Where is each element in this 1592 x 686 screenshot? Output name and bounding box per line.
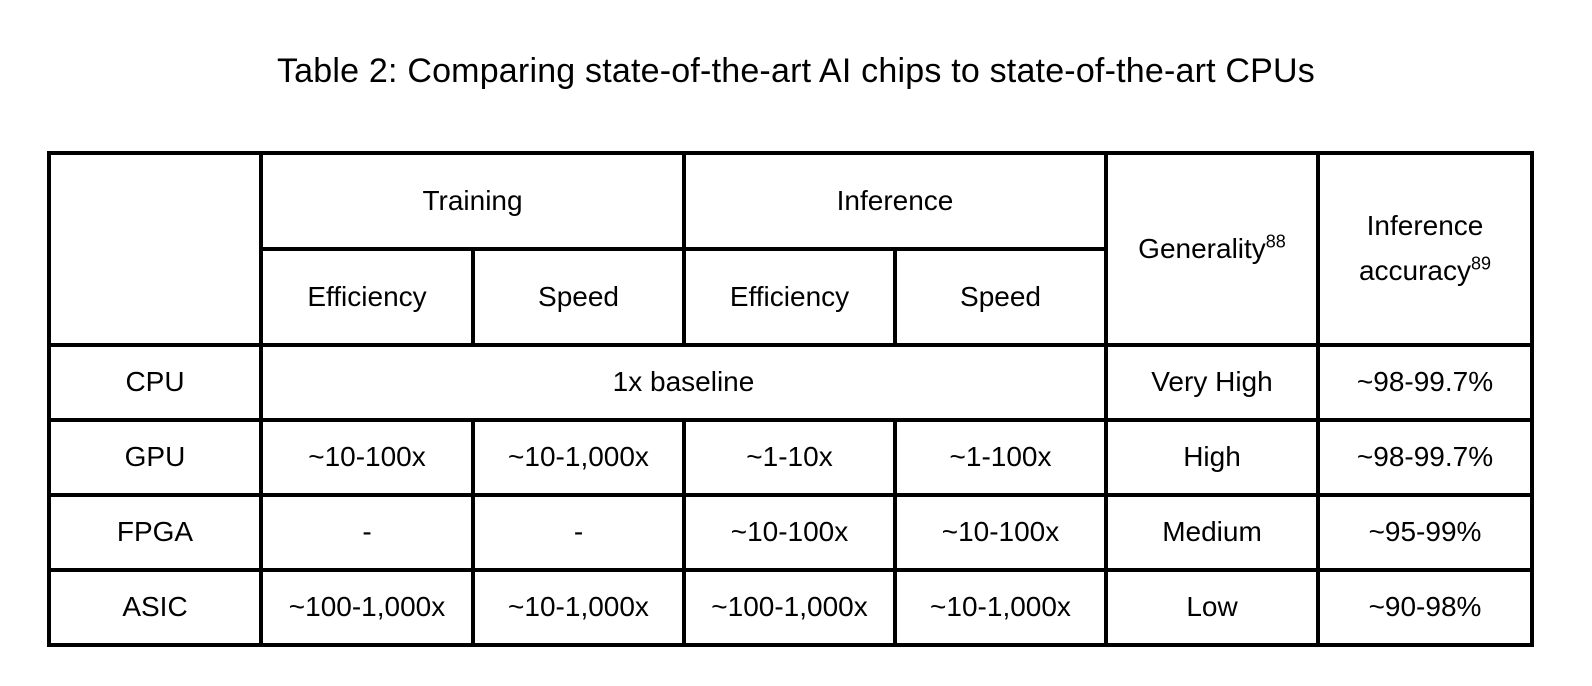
corner-cell xyxy=(49,153,261,345)
chip-name: CPU xyxy=(49,345,261,420)
chip-name: ASIC xyxy=(49,570,261,645)
table-row-asic xyxy=(49,570,1532,645)
header-inference-efficiency: Efficiency xyxy=(684,249,895,345)
inference-speed-cell: ~1-100x xyxy=(895,420,1106,495)
accuracy-cell: ~98-99.7% xyxy=(1318,345,1532,420)
comparison-table xyxy=(47,151,1534,647)
inference-efficiency-cell: ~1-10x xyxy=(684,420,895,495)
generality-footnote: 88 xyxy=(1265,231,1286,252)
accuracy-label-line1: Inference xyxy=(1366,210,1484,242)
header-inference-accuracy xyxy=(1318,153,1532,345)
table-row-fpga xyxy=(49,495,1532,570)
inference-efficiency-cell: ~10-100x xyxy=(684,495,895,570)
table-row-cpu xyxy=(49,345,1532,420)
accuracy-cell: ~90-98% xyxy=(1318,570,1532,645)
header-training-efficiency: Efficiency xyxy=(261,249,473,345)
accuracy-label-line2: accuracy xyxy=(1358,255,1471,286)
generality-cell: Low xyxy=(1106,570,1318,645)
chip-name: GPU xyxy=(49,420,261,495)
header-inference: Inference xyxy=(684,153,1106,249)
baseline-cell: 1x baseline xyxy=(261,345,1106,420)
training-speed-cell: - xyxy=(473,495,684,570)
accuracy-cell: ~98-99.7% xyxy=(1318,420,1532,495)
training-speed-cell: ~10-1,000x xyxy=(473,420,684,495)
inference-speed-cell: ~10-100x xyxy=(895,495,1106,570)
inference-speed-cell: ~10-1,000x xyxy=(895,570,1106,645)
training-efficiency-cell: - xyxy=(261,495,473,570)
generality-cell: High xyxy=(1106,420,1318,495)
generality-label: Generality xyxy=(1138,232,1266,264)
training-speed-cell: ~10-1,000x xyxy=(473,570,684,645)
generality-cell: Very High xyxy=(1106,345,1318,420)
chip-name: FPGA xyxy=(49,495,261,570)
table-title: Table 2: Comparing state-of-the-art AI chips to state-of-the-art CPUs xyxy=(276,52,1316,90)
accuracy-footnote: 89 xyxy=(1471,253,1492,274)
generality-cell: Medium xyxy=(1106,495,1318,570)
accuracy-cell: ~95-99% xyxy=(1318,495,1532,570)
header-inference-speed: Speed xyxy=(895,249,1106,345)
training-efficiency-cell: ~10-100x xyxy=(261,420,473,495)
header-training: Training xyxy=(261,153,684,249)
inference-efficiency-cell: ~100-1,000x xyxy=(684,570,895,645)
header-generality xyxy=(1106,153,1318,345)
header-row-1 xyxy=(49,153,1532,249)
training-efficiency-cell: ~100-1,000x xyxy=(261,570,473,645)
table-row-gpu xyxy=(49,420,1532,495)
header-training-speed: Speed xyxy=(473,249,684,345)
